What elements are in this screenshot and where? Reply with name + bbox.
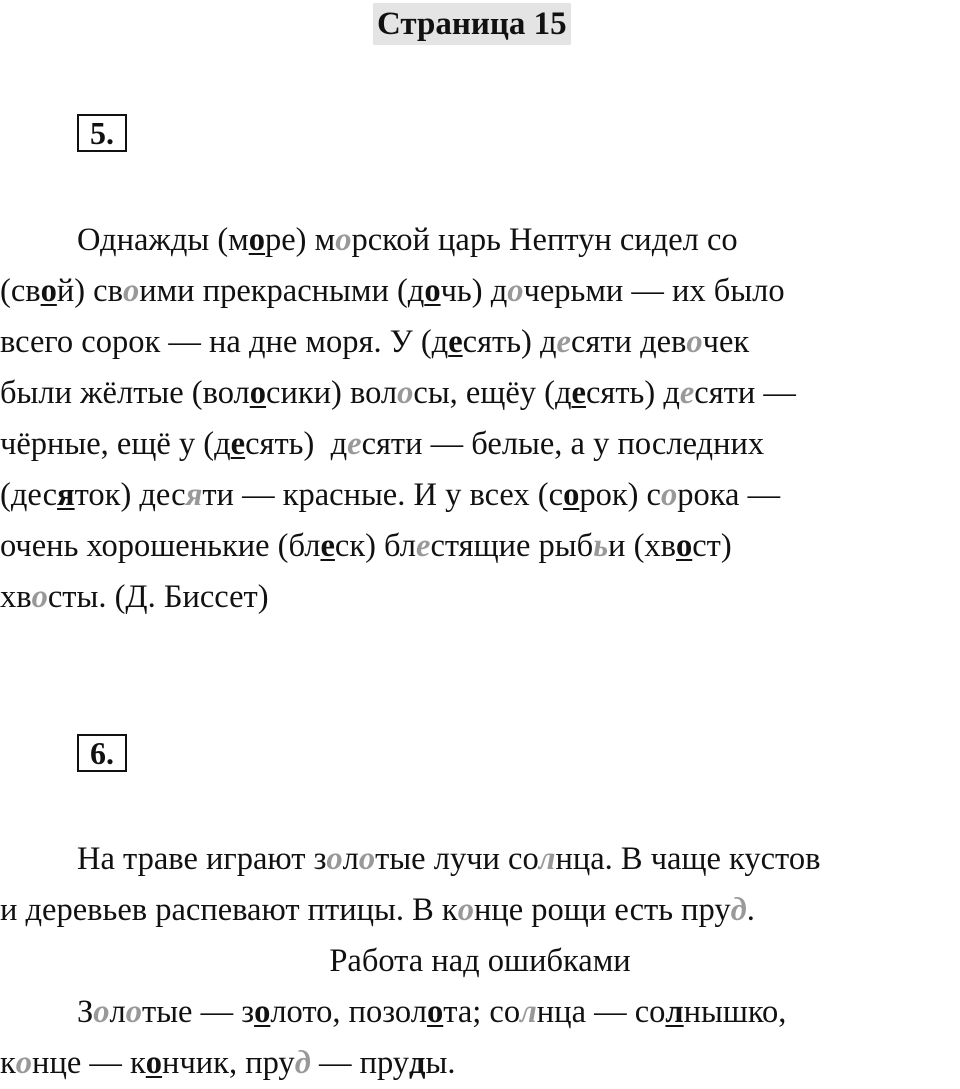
text-segment: и деревьев распевают птицы. В к <box>0 892 458 928</box>
underlined-letter: о <box>40 273 57 309</box>
underlined-letter: я <box>57 477 75 513</box>
highlighted-letter: о <box>122 273 140 309</box>
underlined-letter: о <box>249 375 267 411</box>
text-segment: Работа над ошибками <box>329 943 631 979</box>
highlighted-letter: о <box>326 841 343 877</box>
text-segment: рской царь Нептун сидел со <box>351 222 738 258</box>
text-segment: очень хорошенькие (бл <box>0 528 321 564</box>
text-segment: ти — красные. И у всех (с <box>202 477 564 513</box>
highlighted-letter: о <box>31 579 48 615</box>
text-segment: сяти — белые, а у последних <box>361 426 765 462</box>
underlined-letter: л <box>665 994 684 1030</box>
highlighted-letter: е <box>347 426 362 462</box>
text-segment: всего сорок — на дне моря. У (д <box>0 324 449 360</box>
highlighted-letter: ь <box>593 528 609 564</box>
underlined-letter: е <box>448 324 463 360</box>
text-segment: л <box>109 994 126 1030</box>
text-segment: чек <box>702 324 750 360</box>
text-line <box>0 885 960 936</box>
text-segment: З <box>77 994 94 1030</box>
text-line <box>0 266 960 317</box>
highlighted-letter: д <box>730 892 747 928</box>
highlighted-letter: о <box>358 841 376 877</box>
task-5-text <box>0 215 960 623</box>
text-line <box>0 834 960 885</box>
text-segment: (св <box>0 273 41 309</box>
text-segment: ими прекрасными (д <box>139 273 425 309</box>
text-line <box>0 470 960 521</box>
underlined-letter: о <box>254 994 271 1030</box>
highlighted-letter: о <box>125 994 143 1030</box>
text-segment: На траве играют з <box>77 841 327 877</box>
text-segment: . <box>746 892 755 928</box>
highlighted-letter: о <box>15 1045 33 1081</box>
underlined-letter: е <box>571 375 586 411</box>
highlighted-letter: е <box>556 324 571 360</box>
highlighted-letter: о <box>686 324 703 360</box>
error-work-heading <box>0 936 960 987</box>
text-line <box>0 368 960 419</box>
highlighted-letter: о <box>660 477 678 513</box>
text-segment: сяти — <box>694 375 796 411</box>
task-6-text <box>0 834 960 1089</box>
text-segment: л <box>342 841 359 877</box>
underlined-letter: е <box>320 528 335 564</box>
highlighted-letter: л <box>538 841 556 877</box>
text-segment: ы. <box>425 1045 456 1081</box>
text-segment: — пру <box>310 1045 410 1081</box>
text-segment: сики) вол <box>266 375 398 411</box>
underlined-letter: е <box>230 426 246 462</box>
text-line <box>0 215 960 266</box>
text-segment: к <box>0 1045 16 1081</box>
text-segment: хв <box>0 579 32 615</box>
text-segment: ток) дес <box>74 477 186 513</box>
text-segment: ре) м <box>265 222 336 258</box>
page-title: Страница 15 <box>373 3 571 45</box>
text-segment: чь) д <box>440 273 508 309</box>
text-line <box>0 572 960 623</box>
text-line <box>0 987 960 1038</box>
text-segment: и (хв <box>608 528 676 564</box>
text-line <box>0 419 960 470</box>
highlighted-letter: е <box>416 528 431 564</box>
highlighted-letter: о <box>457 892 474 928</box>
text-segment: были жёлтые (вол <box>0 375 250 411</box>
text-line <box>0 1038 960 1089</box>
highlighted-letter: е <box>679 375 695 411</box>
underlined-letter: о <box>563 477 580 513</box>
text-segment: та; со <box>443 994 521 1030</box>
text-segment: (дес <box>0 477 58 513</box>
text-segment: ск) бл <box>334 528 416 564</box>
underlined-letter: д <box>409 1045 426 1081</box>
task-number-5: 5. <box>77 114 127 152</box>
underlined-letter: о <box>675 528 693 564</box>
highlighted-letter: о <box>93 994 110 1030</box>
text-segment: нце — к <box>32 1045 146 1081</box>
text-segment: нчик, пру <box>162 1045 295 1081</box>
text-segment: чёрные, ещё у (д <box>0 426 231 462</box>
text-segment: нца — со <box>536 994 666 1030</box>
text-segment: ст) <box>692 528 732 564</box>
highlighted-letter: д <box>294 1045 311 1081</box>
underlined-letter: о <box>424 273 441 309</box>
highlighted-letter: о <box>397 375 414 411</box>
underlined-letter: о <box>426 994 444 1030</box>
text-segment: черьми — их было <box>523 273 785 309</box>
text-segment: й) св <box>56 273 123 309</box>
text-segment: нца. В чаще кустов <box>555 841 821 877</box>
highlighted-letter: я <box>185 477 203 513</box>
text-line <box>0 521 960 572</box>
text-segment: лото, позол <box>270 994 427 1030</box>
text-segment: рока — <box>677 477 781 513</box>
text-segment: сяти дев <box>570 324 687 360</box>
text-segment: сять) д <box>585 375 680 411</box>
text-segment: сять) д <box>245 426 348 462</box>
text-segment: нышко, <box>683 994 787 1030</box>
text-line <box>0 317 960 368</box>
text-segment: Однажды (м <box>77 222 249 258</box>
task-number-6: 6. <box>77 734 127 772</box>
text-segment: сы, ещёу (д <box>413 375 572 411</box>
text-segment: сты. (Д. Биссет) <box>47 579 269 615</box>
underlined-letter: о <box>248 222 265 258</box>
text-segment: тые лучи со <box>375 841 539 877</box>
highlighted-letter: о <box>335 222 352 258</box>
text-segment: сять) д <box>462 324 557 360</box>
underlined-letter: о <box>145 1045 163 1081</box>
text-segment: рок) с <box>579 477 661 513</box>
highlighted-letter: л <box>520 994 537 1030</box>
text-segment: тые — з <box>142 994 255 1030</box>
text-segment: нце рощи есть пру <box>473 892 731 928</box>
text-segment: стящие рыб <box>430 528 594 564</box>
highlighted-letter: о <box>507 273 524 309</box>
